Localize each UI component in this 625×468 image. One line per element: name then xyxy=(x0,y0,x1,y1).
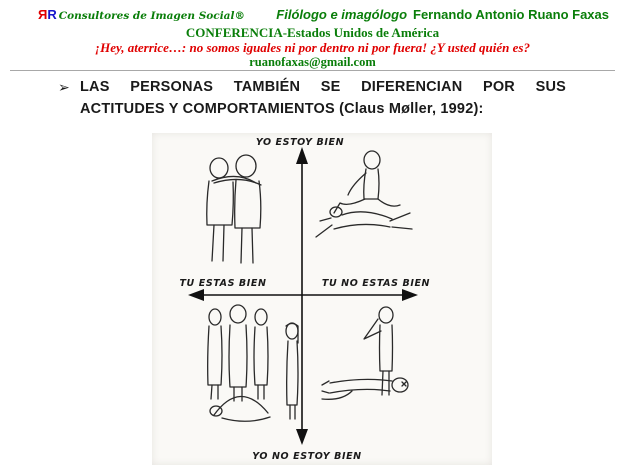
conference-tagline: ¡Hey, aterrice…: no somos iguales ni por dentro ni por fuera! ¿Y usted quién es? xyxy=(95,40,530,55)
figure-group-with-bowing-person xyxy=(208,305,298,421)
logo-letter-ya: Я xyxy=(38,7,48,22)
author-line xyxy=(276,7,609,22)
figure-despairing-and-lying-person xyxy=(322,307,408,399)
author-role: Filólogo e imagólogo xyxy=(276,7,408,22)
label-tu-estas-bien: TU ESTAS BIEN xyxy=(179,278,267,289)
logo-script-text: Consultores de Imagen Social® xyxy=(58,10,245,22)
email-text: ruanofaxas@gmail.com xyxy=(249,55,376,69)
bullet-text-line2: ACTITUDES Y COMPORTAMIENTOS (Claus Møller, 1992): xyxy=(80,101,484,117)
logo-letter-r: R xyxy=(47,7,57,22)
figure-friends-embracing xyxy=(207,155,261,263)
label-tu-no-estas-bien: TU NO ESTAS BIEN xyxy=(321,278,431,289)
bullet-statement xyxy=(58,76,566,120)
label-yo-no-estoy-bien: YO NO ESTOY BIEN xyxy=(252,451,362,462)
bullet-text xyxy=(80,76,566,120)
company-logo xyxy=(38,6,245,24)
conference-title: CONFERENCIA-Estados Unidos de América xyxy=(185,25,440,40)
axes xyxy=(188,147,418,445)
slide-header xyxy=(0,6,625,69)
figure-person-sitting-on-other xyxy=(316,151,412,237)
quadrant-svg xyxy=(152,133,492,465)
quadrant-cartoon xyxy=(152,133,492,465)
author-name: Fernando Antonio Ruano Faxas xyxy=(413,7,609,22)
header-divider xyxy=(10,70,615,71)
arrow-bullet-icon: ➢ xyxy=(58,79,70,95)
label-yo-estoy-bien: YO ESTOY BIEN xyxy=(255,137,345,148)
bullet-text-line1: LAS PERSONAS TAMBIÉN SE DIFERENCIAN POR SUS xyxy=(80,79,566,95)
